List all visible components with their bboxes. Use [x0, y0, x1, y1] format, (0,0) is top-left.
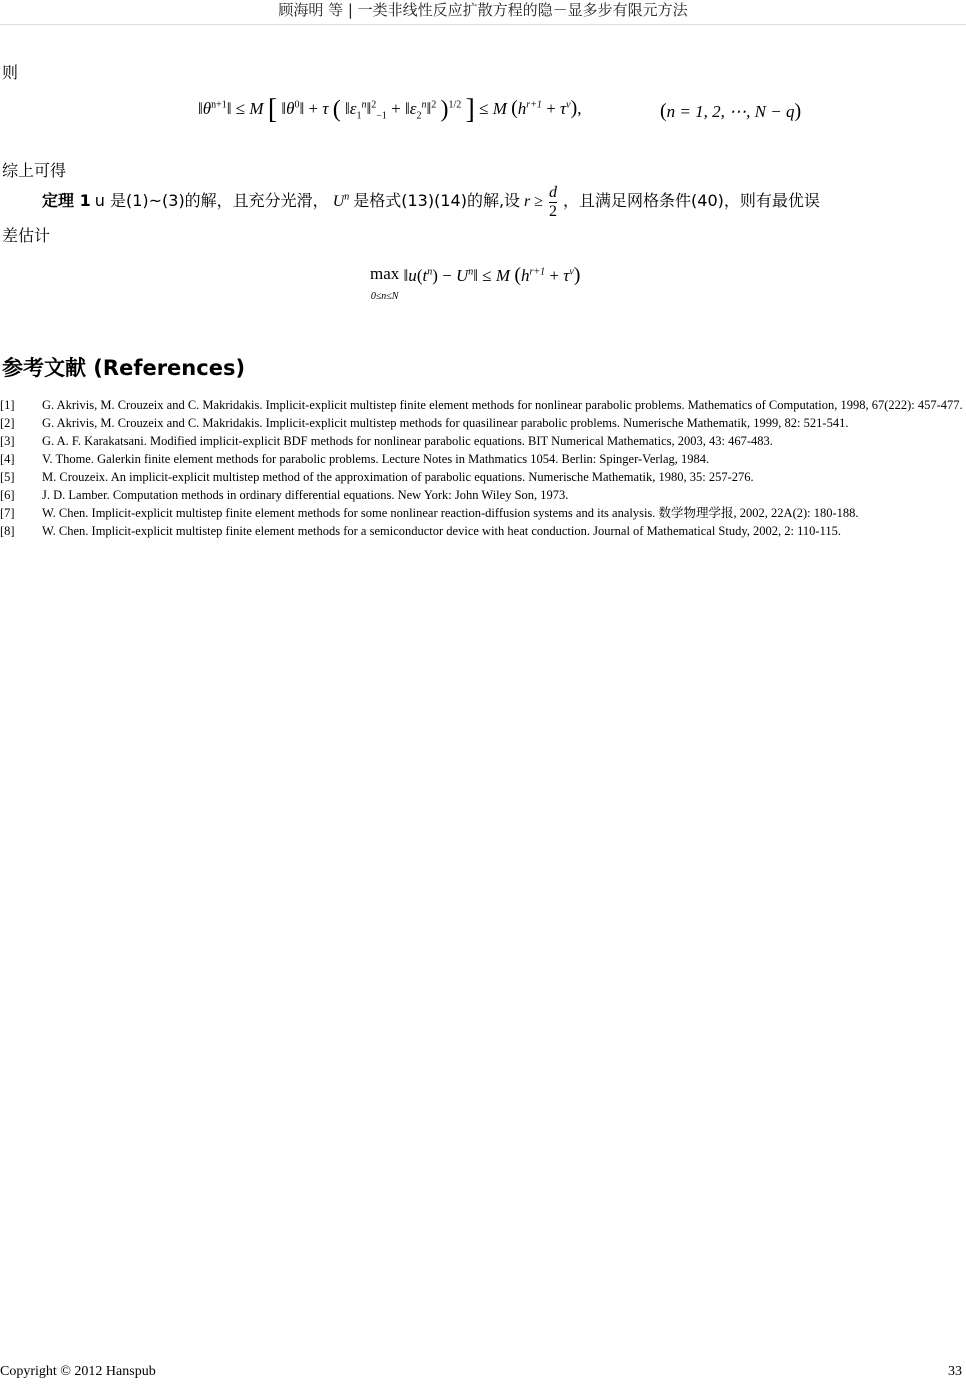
text-ze: 则	[2, 63, 19, 82]
equation-1: $‖\theta^{n+1}‖ \le M$ [ $‖\theta^0‖ + \tau$ ( $‖\varepsilon_1^n‖^2_{-1}$ + $‖\varepsilon_2^n‖^2$ )$^{1/2}$ ] ≤ M $(h^{r+1} + \tau^\nu)$,	[198, 94, 582, 125]
references-heading: 参考文献 (References)	[2, 356, 246, 380]
reference-item: [3] G. A. F. Karakatsani. Modified implicit-explicit BDF methods for nonlinear parabolic equations. BIT Numerical Mathematics, 2003, 43: 467-483.	[0, 434, 773, 448]
theorem-text-c: ，且满足网格条件(40)，则有最优误	[563, 191, 820, 211]
reference-item: [1] G. Akrivis, M. Crouzeix and C. Makridakis. Implicit-explicit multistep finite element methods for nonlinear parabolic problems. Mathematics of Computation, 1998, 67(222): 457-477.	[0, 398, 963, 412]
page-number: 33	[948, 1364, 962, 1379]
theorem-text-b: 是格式(13)(14)的解,设	[353, 191, 521, 211]
reference-list	[0, 396, 966, 540]
reference-item: [4] V. Thome. Galerkin finite element methods for parabolic problems. Lecture Notes in Mathmatics 1054. Berlin: Spinger-Verlag, 1984.	[0, 452, 710, 466]
reference-item: [5] M. Crouzeix. An implicit-explicit multistep method of the approximation of parabolic equations. Numerische Mathematik, 1980, 35: 257-276.	[0, 470, 754, 484]
running-header: 顾海明 等 | 一类非线性反应扩散方程的隐－显多步有限元方法	[278, 1, 688, 19]
theorem-label: 定理 1	[42, 191, 91, 211]
theorem-text-a: u 是(1)~(3)的解，且充分光滑，	[94, 191, 329, 211]
theorem-text-d: 差估计	[2, 226, 51, 245]
header-rule	[0, 24, 966, 25]
reference-item: [2] G. Akrivis, M. Crouzeix and C. Makridakis. Implicit-explicit multistep methods for quasilinear parabolic problems. Numerische Mathematik, 1999, 82: 521-541.	[0, 416, 849, 430]
equation-2: max 0≤n≤N $‖u(t^n)$ − $U^n‖ \le M$ $(h^{r+1} + \tau^\nu)$	[370, 264, 581, 302]
copyright: Copyright © 2012 Hanspub	[0, 1364, 156, 1379]
theorem-1: 定理 1 u 是(1)~(3)的解，且充分光滑， $U^n$ 是格式(13)(14)的解,设 r ≥ $\frac{d}{2}$ ，且满足网格条件(40)，则有最优误 差估计	[2, 184, 964, 247]
reference-item: [8] W. Chen. Implicit-explicit multistep finite element methods for a semiconductor device with heat conduction. Journal of Mathematical Study, 2002, 2: 110-115.	[0, 524, 842, 538]
reference-item: [6] J. D. Lamber. Computation methods in ordinary differential equations. New York: John Wiley Son, 1973.	[0, 488, 569, 502]
reference-item: [7] W. Chen. Implicit-explicit multistep finite element methods for some nonlinear reaction-diffusion systems and its analysis. 数学物理学报, 2002, 22A(2): 180-188.	[0, 506, 859, 520]
equation-1-range: (n = 1, 2, ⋯, N − q)	[660, 100, 802, 122]
text-summary: 综上可得	[2, 161, 67, 180]
